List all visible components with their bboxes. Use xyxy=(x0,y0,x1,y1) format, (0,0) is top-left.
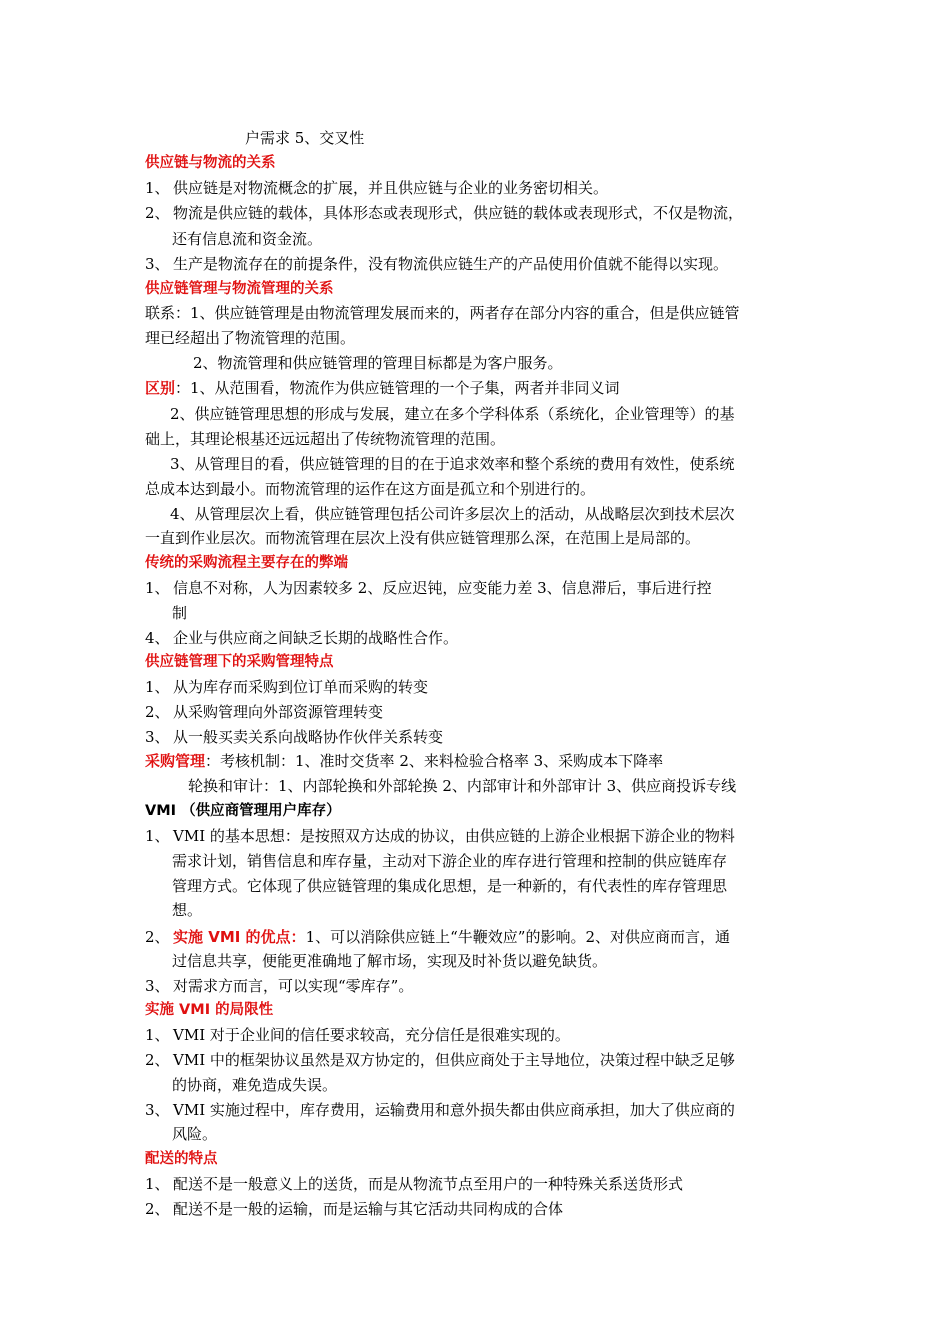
list-number: 3、 xyxy=(145,728,170,746)
list-number: 1、 xyxy=(145,1026,170,1044)
section-heading: 配送的特点 xyxy=(145,1151,218,1167)
inline-text: ：1、从范围看，物流作为供应链管理的一个子集，两者并非同义词 xyxy=(175,379,620,397)
list-number: 2、 xyxy=(145,1051,170,1069)
list-item xyxy=(145,1199,563,1219)
list-number: 2、 xyxy=(145,1200,170,1218)
list-text: 供应链是对物流概念的扩展，并且供应链与企业的业务密切相关。 xyxy=(173,179,609,197)
list-item xyxy=(145,578,712,598)
text-line: 轮换和审计：1、内部轮换和外部轮换 2、内部审计和外部审计 3、供应商投诉专线 xyxy=(188,777,737,795)
list-item xyxy=(145,677,428,697)
inline-heading: 实施 VMI 的优点： xyxy=(173,928,306,946)
text-line: 还有信息流和资金流。 xyxy=(172,230,323,248)
list-item xyxy=(145,702,383,722)
section-heading: 供应链管理与物流管理的关系 xyxy=(145,281,334,297)
list-text: 从一般买卖关系向战略协作伙伴关系转变 xyxy=(173,728,444,746)
text-line: 4、从管理层次上看，供应链管理包括公司许多层次上的活动，从战略层次到技术层次 xyxy=(170,505,735,523)
list-item xyxy=(145,1174,683,1194)
list-item xyxy=(145,178,608,198)
list-number: 3、 xyxy=(145,255,170,273)
list-text: 从采购管理向外部资源管理转变 xyxy=(173,703,384,721)
list-text: VMI 实施过程中，库存费用，运输费用和意外损失都由供应商承担，加大了供应商的 xyxy=(173,1101,735,1119)
list-text: 对需求方而言，可以实现“零库存”。 xyxy=(173,977,414,995)
inline-heading: 区别 xyxy=(145,379,176,397)
list-text: 从为库存而采购到位订单而采购的转变 xyxy=(173,678,429,696)
text-line: 联系：1、供应链管理是由物流管理发展而来的，两者存在部分内容的重合，但是供应链管 xyxy=(145,304,740,322)
text-line: 础上，其理论根基还远远超出了传统物流管理的范围。 xyxy=(145,430,506,448)
section-heading: 供应链与物流的关系 xyxy=(145,155,276,171)
list-item xyxy=(145,1100,735,1120)
list-text: 物流是供应链的载体，具体形态或表现形式，供应链的载体或表现形式，不仅是物流， xyxy=(173,204,744,222)
text-line: 2、物流管理和供应链管理的管理目标都是为客户服务。 xyxy=(193,354,563,372)
list-item xyxy=(145,727,443,747)
text-line: 制 xyxy=(172,604,188,622)
text-line: 3、从管理目的看，供应链管理的目的在于追求效率和整个系统的费用有效性，使系统 xyxy=(170,455,735,473)
text-line: 理已经超出了物流管理的范围。 xyxy=(145,329,356,347)
list-item xyxy=(145,203,743,223)
list-text: 信息不对称，人为因素较多 2、反应迟钝，应变能力差 3、信息滞后，事后进行控 xyxy=(173,579,712,597)
list-number: 1、 xyxy=(145,179,170,197)
list-number: 1、 xyxy=(145,678,170,696)
list-text: VMI 的基本思想：是按照双方达成的协议，由供应链的上游企业根据下游企业的物料 xyxy=(173,827,735,845)
list-item xyxy=(145,1025,570,1045)
list-item xyxy=(145,254,728,274)
text-line: 管理方式。它体现了供应链管理的集成化思想，是一种新的，有代表性的库存管理思 xyxy=(172,877,728,895)
list-number: 4、 xyxy=(145,629,170,647)
section-heading: 传统的采购流程主要存在的弊端 xyxy=(145,555,348,571)
section-heading: 供应链管理下的采购管理特点 xyxy=(145,654,334,670)
text-line: 户需求 5、交叉性 xyxy=(245,129,365,147)
text-line: 风险。 xyxy=(172,1125,218,1143)
text-line: 过信息共享，便能更准确地了解市场，实现及时补货以避免缺货。 xyxy=(172,952,608,970)
list-number: 1、 xyxy=(145,827,170,845)
section-heading: VMI （供应商管理用户库存） xyxy=(145,803,341,819)
text-line: 想。 xyxy=(172,901,203,919)
list-number: 1、 xyxy=(145,579,170,597)
list-number: 2、 xyxy=(145,928,170,946)
text-line: 2、供应链管理思想的形成与发展，建立在多个学科体系（系统化，企业管理等）的基 xyxy=(170,405,735,423)
list-item xyxy=(145,927,730,947)
list-text: 配送不是一般意义上的送货，而是从物流节点至用户的一种特殊关系送货形式 xyxy=(173,1175,684,1193)
list-item xyxy=(145,976,413,996)
list-item xyxy=(145,1050,735,1070)
list-text: 1、可以消除供应链上“牛鞭效应”的影响。2、对供应商而言，通 xyxy=(305,928,730,946)
text-line: 的协商，难免造成失误。 xyxy=(172,1076,338,1094)
list-text: 配送不是一般的运输，而是运输与其它活动共同构成的合体 xyxy=(173,1200,564,1218)
list-item xyxy=(145,826,735,846)
list-item xyxy=(145,628,458,648)
text-line xyxy=(145,751,663,771)
list-text: VMI 中的框架协议虽然是双方协定的，但供应商处于主导地位，决策过程中缺乏足够 xyxy=(173,1051,735,1069)
list-number: 3、 xyxy=(145,977,170,995)
inline-heading: 采购管理 xyxy=(145,752,206,770)
list-number: 1、 xyxy=(145,1175,170,1193)
list-text: VMI 对于企业间的信任要求较高，充分信任是很难实现的。 xyxy=(173,1026,570,1044)
section-heading: 实施 VMI 的局限性 xyxy=(145,1002,274,1018)
list-number: 3、 xyxy=(145,1101,170,1119)
text-line xyxy=(145,378,620,398)
list-text: 企业与供应商之间缺乏长期的战略性合作。 xyxy=(173,629,459,647)
list-number: 2、 xyxy=(145,703,170,721)
text-line: 一直到作业层次。而物流管理在层次上没有供应链管理那么深，在范围上是局部的。 xyxy=(145,529,701,547)
text-line: 需求计划，销售信息和库存量，主动对下游企业的库存进行管理和控制的供应链库存 xyxy=(172,852,728,870)
list-number: 2、 xyxy=(145,204,170,222)
list-text: 生产是物流存在的前提条件，没有物流供应链生产的产品使用价值就不能得以实现。 xyxy=(173,255,729,273)
inline-text: ：考核机制：1、准时交货率 2、来料检验合格率 3、采购成本下降率 xyxy=(205,752,664,770)
text-line: 总成本达到最小。而物流管理的运作在这方面是孤立和个别进行的。 xyxy=(145,480,596,498)
